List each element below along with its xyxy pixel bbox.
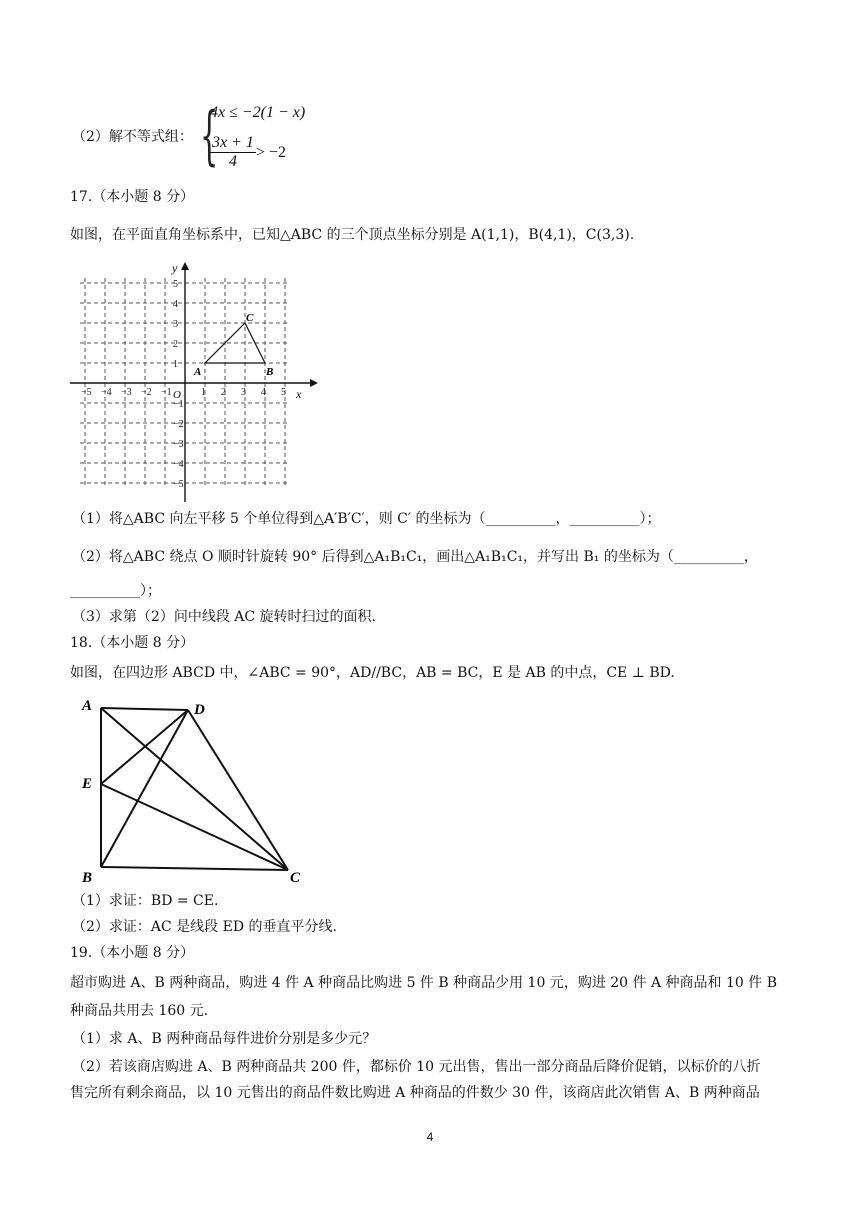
q19-line1: 超市购进 A、B 两种商品，购进 4 件 A 种商品比购进 5 件 B 种商品少用 10 元，购进 20 件 A 种商品和 10 件 B (70, 975, 778, 991)
x-tick-label: −3 (121, 387, 132, 398)
x-tick-label: 2 (221, 387, 226, 398)
y-axis-label: y (172, 261, 178, 275)
origin-label: O (173, 389, 181, 401)
side-bc (101, 867, 288, 870)
inequality-1: 4x ≤ −2(1 − x) (210, 104, 306, 121)
q19-part2-line2: 售完所有剩余商品，以 10 元售出的商品件数比购进 A 种商品的件数少 30 件，该商店此次销售 A、B 两种商品 (70, 1085, 760, 1101)
x-tick-label: 4 (261, 387, 266, 398)
q19-header: 19.（本小题 8 分） (70, 945, 195, 961)
y-axis-arrow (181, 262, 189, 270)
page-number: 4 (426, 1130, 434, 1144)
x-tick-label: −4 (101, 387, 112, 398)
q18-part1: （1）求证：BD = CE. (72, 893, 219, 909)
q17-part1: （1）将△ABC 向左平移 5 个单位得到△A′B′C′，则 C′ 的坐标为（__________，__________）； (72, 511, 661, 527)
y-tick-label: 5 (173, 279, 178, 290)
point-d-label: D (194, 702, 205, 718)
diagonal-bd (101, 710, 188, 867)
y-tick-label: 2 (173, 339, 178, 350)
x-tick-label: 1 (201, 387, 206, 398)
q19-line2: 种商品共用去 160 元. (70, 1003, 209, 1019)
y-tick-label: −4 (173, 459, 184, 470)
x-axis-label: x (296, 387, 302, 401)
q17-part2-line1: （2）将△ABC 绕点 O 顺时针旋转 90° 后得到△A₁B₁C₁，画出△A₁B₁C₁，并写出 B₁ 的坐标为（__________， (72, 549, 758, 565)
y-tick-label: −5 (173, 479, 184, 490)
q18-intro: 如图，在四边形 ABCD 中，∠ABC = 90°，AD//BC，AB = BC，E 是 AB 的中点，CE ⊥ BD. (70, 665, 675, 681)
diagonal-ac (101, 708, 288, 870)
x-tick-label: −2 (141, 387, 152, 398)
brace: { (200, 99, 219, 173)
q17-part3: （3）求第（2）问中线段 AC 旋转时扫过的面积. (72, 609, 376, 625)
x-tick-label: 5 (281, 387, 286, 398)
q17-coordinate-figure (70, 258, 320, 502)
y-tick-label: 1 (173, 359, 178, 370)
q19-part2-line1: （2）若该商店购进 A、B 两种商品共 200 件，都标价 10 元出售，售出一部分商品后降价促销，以标价的八折 (72, 1059, 761, 1075)
y-tick-label: −3 (173, 439, 184, 450)
inequality-2-fraction (210, 134, 256, 171)
fraction-denominator: 4 (228, 153, 237, 170)
x-axis-arrow (310, 379, 318, 387)
y-tick-label: 3 (173, 319, 178, 330)
side-ad (101, 708, 188, 710)
point-c-label: C (290, 870, 301, 886)
x-tick-label: −5 (81, 387, 92, 398)
x-tick-label: 3 (241, 387, 246, 398)
point-a-label: A (194, 366, 202, 378)
y-tick-label: −2 (173, 419, 184, 430)
part2-label: （2）解不等式组： (72, 129, 193, 145)
q18-header: 18.（本小题 8 分） (70, 635, 195, 651)
point-b-label: B (266, 366, 274, 378)
fraction-numerator: 3x + 1 (212, 134, 254, 151)
q19-part1: （1）求 A、B 两种商品每件进价分别是多少元？ (72, 1031, 377, 1047)
q17-header: 17.（本小题 8 分） (70, 189, 195, 205)
inequality-system (200, 99, 340, 176)
q17-part2-line2: __________）； (70, 583, 161, 599)
q18-part2: （2）求证：AC 是线段 ED 的垂直平分线. (72, 919, 337, 935)
point-b-label: B (82, 870, 93, 886)
q17-intro: 如图，在平面直角坐标系中，已知△ABC 的三个顶点坐标分别是 A(1,1)，B(4,1)，C(3,3). (70, 227, 635, 243)
inequality-2-rhs: > −2 (256, 144, 287, 161)
q18-quadrilateral-figure (76, 692, 332, 892)
y-tick-label: 4 (173, 299, 178, 310)
point-c-label: C (246, 312, 254, 324)
point-e-label: E (82, 776, 93, 792)
x-tick-label: −1 (161, 387, 172, 398)
y-tick-label: −1 (173, 399, 184, 410)
point-a-label: A (82, 698, 93, 714)
